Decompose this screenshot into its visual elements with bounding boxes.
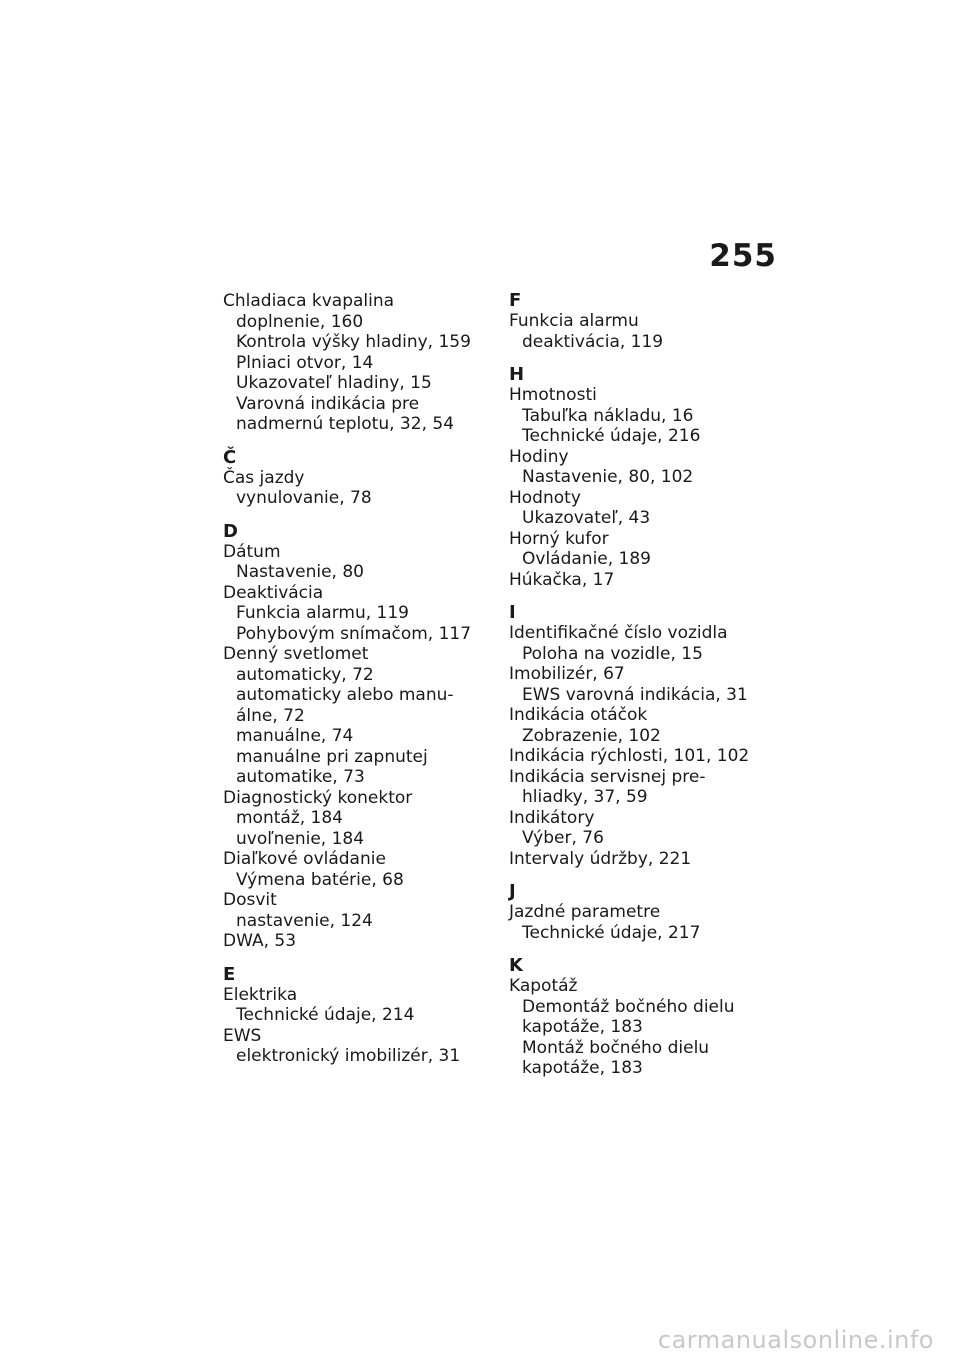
- index-entry: Deaktivácia: [223, 582, 324, 603]
- index-entry: Horný kufor: [509, 528, 609, 549]
- index-entry: Hmotnosti: [509, 385, 597, 405]
- index-subentry: automatike, 73: [236, 767, 365, 787]
- index-subentry: Ukazovateľ hladiny, 15: [236, 373, 432, 393]
- index-subentry: Varovná indikácia pre: [236, 393, 420, 414]
- index-letter-heading: F: [509, 290, 522, 311]
- index-subentry: hliadky, 37, 59: [522, 787, 648, 807]
- index-subentry: EWS varovná indikácia, 31: [522, 684, 748, 705]
- index-subentry: uvoľnenie, 184: [236, 828, 365, 849]
- index-entry: Intervaly údržby, 221: [509, 848, 692, 869]
- index-subentry: Technické údaje, 214: [236, 1005, 415, 1025]
- index-subentry: Kontrola výšky hladiny, 159: [236, 332, 471, 352]
- index-subentry: Nastavenie, 80, 102: [522, 467, 694, 487]
- index-entry: Čas jazdy: [223, 467, 305, 488]
- index-entry: Jazdné parametre: [509, 902, 661, 922]
- index-entry: Hodnoty: [509, 487, 581, 508]
- index-letter-heading: I: [509, 602, 516, 623]
- index-subentry: manuálne, 74: [236, 726, 354, 746]
- index-subentry: elektronický imobilizér, 31: [236, 1046, 461, 1066]
- index-entry: Elektrika: [223, 984, 298, 1005]
- index-subentry: Plniaci otvor, 14: [236, 352, 374, 373]
- index-subentry: kapotáže, 183: [522, 1058, 643, 1078]
- index-entry: Indikácia otáčok: [509, 705, 648, 725]
- index-subentry: Pohybovým snímačom, 117: [236, 623, 472, 644]
- index-entry: Indikátory: [509, 807, 595, 828]
- index-entry: Identifikačné číslo vozidla: [509, 623, 728, 643]
- index-column-left: [223, 291, 483, 1067]
- watermark: carmanualsonline.info: [657, 1326, 934, 1354]
- index-entry: Kapotáž: [509, 976, 578, 996]
- index-subentry: automaticky alebo manu-: [236, 685, 454, 705]
- index-entry: EWS: [223, 1025, 262, 1046]
- index-subentry: kapotáže, 183: [522, 1017, 643, 1037]
- index-subentry: Zobrazenie, 102: [522, 725, 661, 746]
- index-subentry: Funkcia alarmu, 119: [236, 603, 409, 623]
- index-subentry: vynulovanie, 78: [236, 488, 372, 508]
- index-entry: Funkcia alarmu: [509, 311, 639, 331]
- index-entry: Húkačka, 17: [509, 569, 615, 590]
- index-subentry: deaktivácia, 119: [522, 331, 664, 352]
- index-entry: Diagnostický konektor: [223, 787, 413, 808]
- index-subentry: Technické údaje, 216: [522, 426, 701, 446]
- index-entry: Imobilizér, 67: [509, 664, 625, 684]
- index-subentry: Tabuľka nákladu, 16: [522, 405, 694, 426]
- index-subentry: montáž, 184: [236, 808, 343, 828]
- index-subentry: automaticky, 72: [236, 664, 374, 685]
- index-subentry: Demontáž bočného dielu: [522, 996, 735, 1017]
- index-subentry: Výmena batérie, 68: [236, 869, 404, 890]
- index-subentry: doplnenie, 160: [236, 311, 364, 332]
- index-subentry: nadmernú teplotu, 32, 54: [236, 414, 455, 434]
- index-subentry: Ukazovateľ, 43: [522, 508, 651, 528]
- index-letter-heading: E: [223, 963, 236, 985]
- page-number: 255: [709, 238, 777, 274]
- index-entry: Chladiaca kvapalina: [223, 291, 395, 311]
- index-subentry: Montáž bočného dielu: [522, 1037, 710, 1058]
- index-subentry: álne, 72: [236, 705, 305, 726]
- index-subentry: Technické údaje, 217: [522, 922, 701, 943]
- index-entry: Dosvit: [223, 890, 277, 910]
- index-subentry: Poloha na vozidle, 15: [522, 643, 703, 664]
- index-entry: Diaľkové ovládanie: [223, 849, 386, 869]
- index-letter-heading: K: [509, 955, 523, 976]
- index-subentry: Výber, 76: [522, 828, 604, 848]
- index-subentry: nastavenie, 124: [236, 910, 373, 931]
- index-column-right: [509, 291, 769, 1079]
- index-entry: Dátum: [223, 541, 281, 562]
- index-subentry: Nastavenie, 80: [236, 562, 364, 582]
- index-entry: Denný svetlomet: [223, 644, 369, 664]
- index-entry: DWA, 53: [223, 931, 297, 951]
- index-entry: Indikácia rýchlosti, 101, 102: [509, 746, 750, 766]
- index-letter-heading: H: [509, 364, 525, 385]
- index-subentry: manuálne pri zapnutej: [236, 746, 428, 767]
- index-subentry: Ovládanie, 189: [522, 549, 652, 569]
- index-letter-heading: Č: [223, 446, 237, 468]
- index-entry: Indikácia servisnej pre-: [509, 766, 706, 787]
- index-entry: Hodiny: [509, 446, 569, 467]
- index-letter-heading: J: [509, 881, 516, 902]
- index-letter-heading: D: [223, 520, 238, 542]
